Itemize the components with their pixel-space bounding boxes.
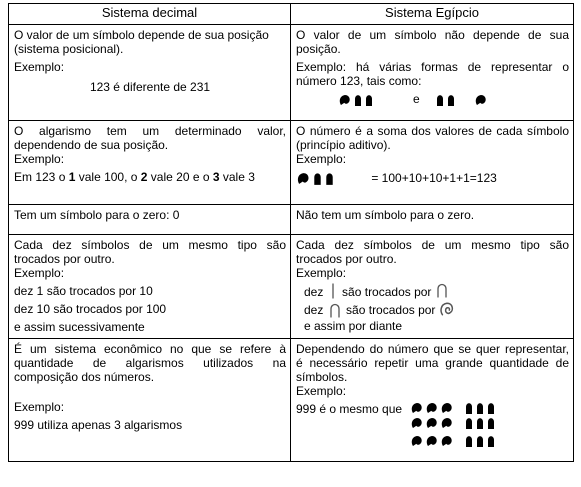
- cell-text: O número é a soma dos valores de cada símbolo (princípio aditivo).: [296, 124, 569, 152]
- cell-text: O valor de um símbolo depende de sua posição (sistema posicional).: [14, 28, 269, 56]
- example-label: Exemplo:: [14, 152, 65, 166]
- cell-decimal: [9, 121, 291, 205]
- arch-glyph-icon: [327, 302, 343, 318]
- cell-decimal: [9, 339, 291, 462]
- cell-egyptian: [291, 121, 574, 205]
- example-label: Exemplo:: [14, 60, 65, 74]
- cell-decimal: [9, 25, 291, 121]
- table-row: [9, 339, 574, 462]
- cell-decimal: [9, 205, 291, 235]
- example-text: 123 é diferente de 231: [89, 80, 211, 94]
- arch-glyph-icon: [435, 282, 449, 298]
- cell-egyptian: [291, 235, 574, 339]
- example-label: Exemplo:: [296, 266, 347, 280]
- trocados-label: são trocados por: [346, 303, 436, 317]
- header-egyptian: Sistema Egípcio: [291, 4, 574, 25]
- header-decimal: Sistema decimal: [9, 4, 291, 25]
- cell-text: Tem um símbolo para o zero: 0: [14, 208, 180, 222]
- example-label: Exemplo:: [296, 384, 347, 398]
- egyptian-numeral-123-icon: [338, 92, 402, 108]
- cell-text: É um sistema econômico no que se refere à quantidade de algarismos utilizados na composição dos números.: [14, 342, 286, 384]
- example-label: Exemplo:: [14, 400, 65, 414]
- stroke-glyph-icon: [327, 283, 339, 299]
- example-text: 999 utiliza apenas 3 algarismos: [14, 418, 183, 432]
- example-text: Exemplo: há várias formas de representar o número 123, tais como:: [296, 60, 569, 88]
- example-line: e assim por diante: [304, 319, 403, 333]
- dez-label: dez: [304, 285, 324, 299]
- cell-text: O valor de um símbolo não depende de sua posição.: [296, 28, 569, 56]
- example-label: Exemplo:: [14, 266, 65, 280]
- dez-label: dez: [304, 303, 324, 317]
- example-label: Exemplo:: [296, 152, 347, 166]
- table-row: [9, 235, 574, 339]
- example-line: e assim sucessivamente: [14, 320, 145, 334]
- egyptian-numeral-999-icon: [410, 398, 536, 454]
- example-line: dez 10 são trocados por 100: [14, 302, 167, 316]
- egyptian-numeral-123-icon: [296, 169, 362, 187]
- table-row: [9, 205, 574, 235]
- example-text: 999 é o mesmo que: [296, 402, 403, 416]
- cell-text: Cada dez símbolos de um mesmo tipo são trocados por outro.: [296, 238, 569, 266]
- example-line: dez 1 são trocados por 10: [14, 284, 153, 298]
- cell-text: Dependendo do número que se quer representar, é necessário repetir uma grande quantidade de símbolos.: [296, 342, 569, 384]
- table-row: [9, 25, 574, 121]
- trocados-label: são trocados por: [342, 285, 432, 299]
- egyptian-numeral-123-alt-icon: [431, 92, 501, 108]
- cell-text: O algarismo tem um determinado valor, dependendo de sua posição.: [14, 124, 286, 152]
- cell-text: Cada dez símbolos de um mesmo tipo são trocados por outro.: [14, 238, 286, 266]
- comparison-table: [8, 3, 574, 462]
- coil-glyph-icon: [439, 301, 455, 317]
- cell-egyptian: [291, 205, 574, 235]
- cell-decimal: [9, 235, 291, 339]
- header-row: [9, 4, 574, 25]
- cell-text: Não tem um símbolo para o zero.: [296, 208, 475, 222]
- table-row: [9, 121, 574, 205]
- sum-text: = 100+10+10+1+1=123: [371, 171, 497, 185]
- cell-egyptian: [291, 339, 574, 462]
- example-text: Em 123 o 1 vale 100, o 2 vale 20 e o 3 vale 3: [14, 170, 255, 184]
- cell-egyptian: [291, 25, 574, 121]
- conjunction: e: [413, 92, 420, 106]
